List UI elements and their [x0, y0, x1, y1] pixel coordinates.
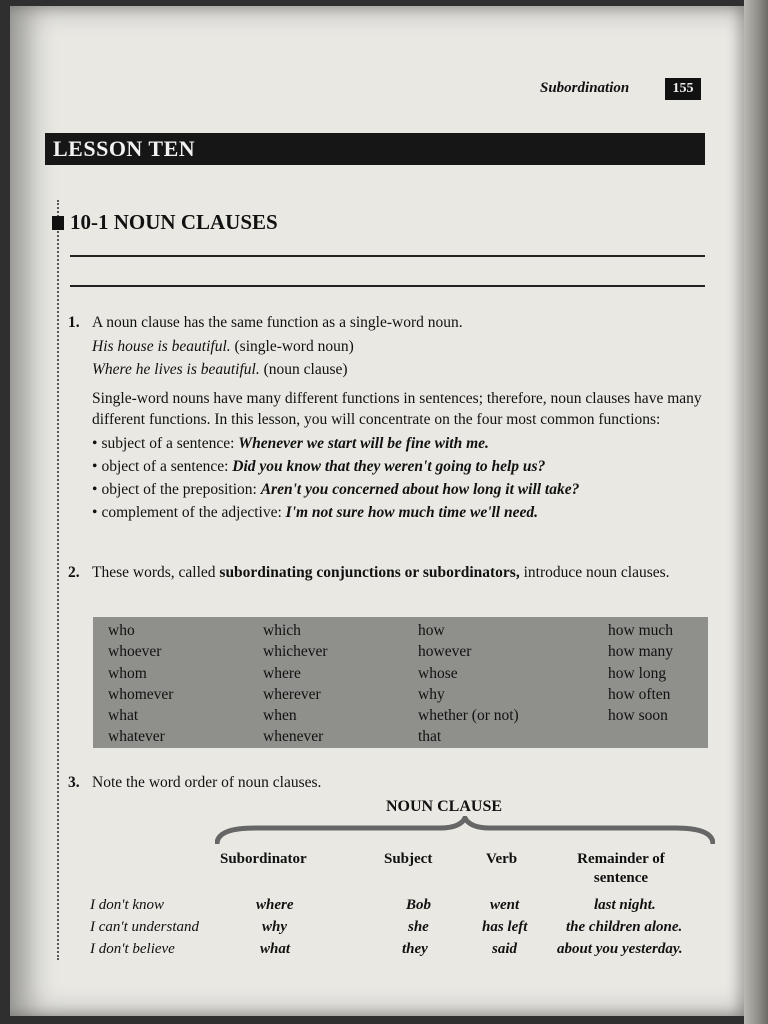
lesson-title-bar — [45, 133, 705, 165]
row-lead: I can't understand — [90, 919, 200, 935]
subordinator-column-4: how much how many how long how often how soon — [608, 622, 674, 725]
page-edge — [744, 0, 768, 1024]
row-subject: she — [408, 919, 429, 935]
header-verb: Verb — [486, 851, 518, 867]
header-remainder: Remainder of sentence — [577, 851, 665, 886]
header-subject: Subject — [384, 851, 433, 867]
square-bullet-icon — [52, 216, 64, 230]
list-item: • complement of the adjective: I'm not sure how much time we'll need. — [92, 504, 538, 521]
row-verb: has left — [482, 919, 528, 935]
item-3: 3. Note the word order of noun clauses. — [68, 774, 322, 791]
lesson-title: LESSON TEN — [53, 136, 196, 161]
function-list — [92, 433, 708, 523]
header-subordinator: Subordinator — [220, 851, 307, 867]
page-number: 155 — [665, 78, 701, 100]
section-title: 10-1 NOUN CLAUSES — [52, 210, 278, 235]
margin-dotted-line — [57, 200, 59, 960]
row-remainder: about you yesterday. — [557, 941, 683, 957]
row-lead: I don't know — [90, 897, 165, 913]
item-1: 1. A noun clause has the same function as a single-word noun. His house is beautiful. (single-word noun) Where he lives is beautiful. (noun clause) Single-word nouns have many different functions in sentences; therefore, noun clauses have many different functions. In this lesson, you will concentrate on the four most common functions: • subject of a sentence: Whenever we start will be fine with me. • object of a sentence: Did you know that they weren't going to help us? • object of the preposition: Aren't you concerned about how long it will take? • complement of the adjective: I'm not sure how much time we'll need. — [68, 312, 708, 525]
list-item: • subject of a sentence: Whenever we start will be fine with me. — [92, 435, 489, 452]
row-verb: said — [492, 941, 518, 957]
item-2: 2. These words, called subordinating conjunctions or subordinators, introduce noun clauses. — [68, 564, 670, 581]
divider — [70, 255, 705, 257]
noun-clause-diagram — [60, 798, 710, 978]
divider — [70, 285, 705, 287]
row-verb: went — [490, 897, 520, 913]
row-subordinator: why — [262, 919, 288, 935]
subordinator-table — [93, 617, 708, 748]
diagram-title: NOUN CLAUSE — [386, 798, 503, 815]
row-subject: they — [402, 941, 428, 957]
example-2: Where he lives is beautiful. (noun clause) — [92, 361, 348, 378]
list-item: • object of the preposition: Aren't you concerned about how long it will take? — [92, 481, 580, 498]
row-lead: I don't believe — [90, 941, 175, 957]
example-1: His house is beautiful. (single-word noun) — [92, 338, 354, 355]
item-1-paragraph: Single-word nouns have many different functions in sentences; therefore, noun clauses have many different functions. In this lesson, you will concentrate on the four most common functions: — [92, 390, 702, 428]
subordinator-column-3: how however whose why whether (or not) that — [418, 622, 519, 746]
row-subject: Bob — [406, 897, 432, 913]
brace-icon — [215, 816, 715, 846]
row-remainder: the children alone. — [566, 919, 683, 935]
list-item: • object of a sentence: Did you know that they weren't going to help us? — [92, 458, 546, 475]
row-subordinator: what — [260, 941, 291, 957]
item-1-statement: A noun clause has the same function as a single-word noun. — [92, 314, 463, 331]
row-remainder: last night. — [594, 897, 656, 913]
running-head: Subordination — [540, 80, 630, 96]
row-subordinator: where — [256, 897, 294, 913]
subordinator-column-2: which whichever where wherever when whenever — [263, 622, 328, 746]
subordinator-column-1: who whoever whom whomever what whatever — [108, 622, 174, 746]
